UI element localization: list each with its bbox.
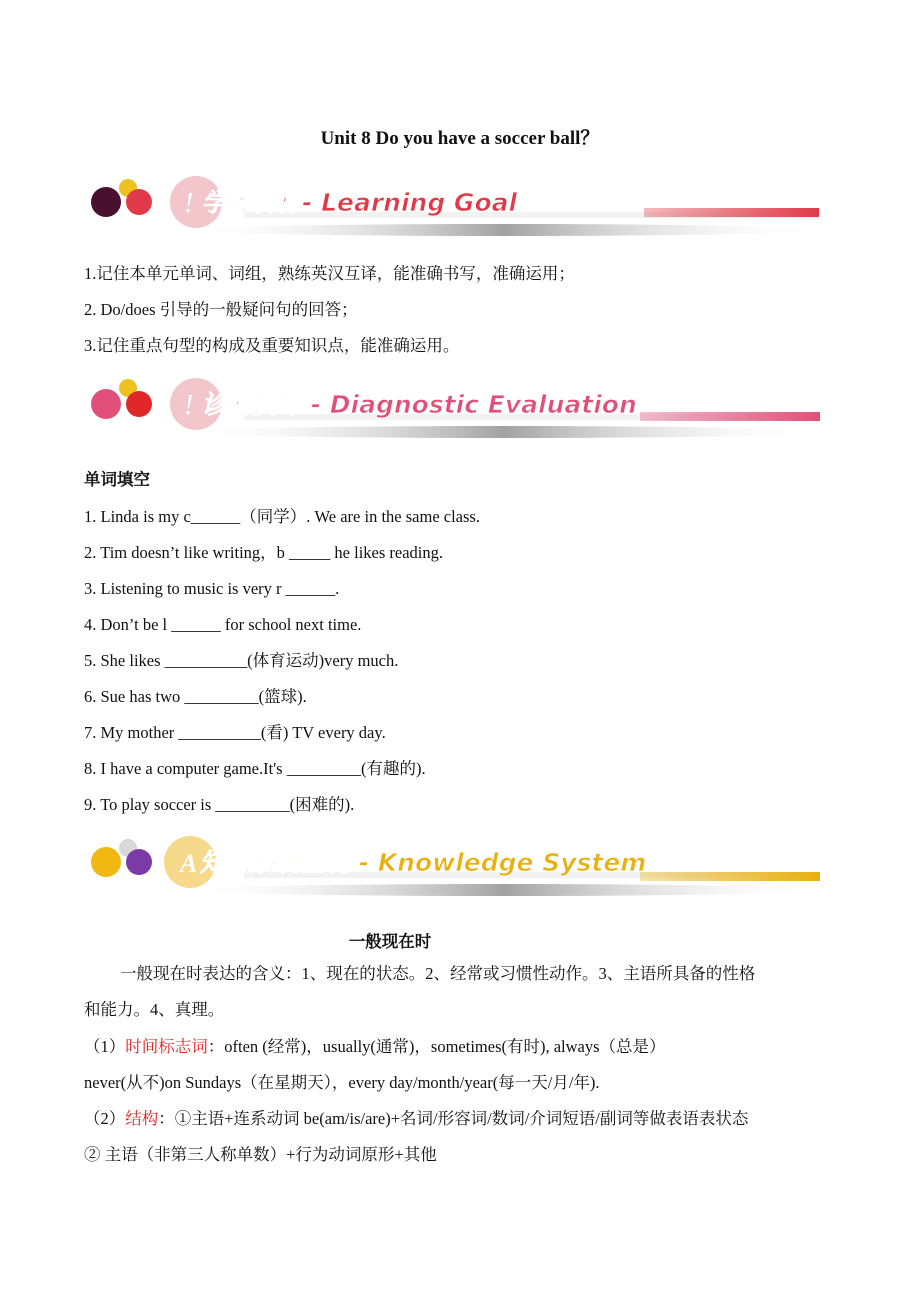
page-title: Unit 8 Do you have a soccer ball？ xyxy=(320,128,600,149)
learning-goal-label: 学习目标- Learning Goal xyxy=(202,188,518,217)
exercise-item: 3. Listening to music is very r ______. xyxy=(84,579,340,598)
svg-text:A: A xyxy=(180,849,198,878)
diagnostic-banner xyxy=(84,374,828,446)
time-markers-label: 时间标志词 xyxy=(125,1037,208,1056)
goal-1: 1.记住本单元单词、词组，熟练英汉互译，能准确书写，准确运用； xyxy=(84,264,575,283)
time-markers-line xyxy=(84,1036,666,1058)
exercise-item: 2. Tim doesn’t like writing，b _____ he likes reading. xyxy=(84,543,444,562)
structure-text: ：①主语+连系动词 be(am/is/are)+名词/形容词/数词/介词短语/副词等做表语表状态 xyxy=(158,1109,749,1128)
exercise-item: 1. Linda is my c______（同学）. We are in the same class. xyxy=(84,507,480,526)
learning-goal-banner xyxy=(84,172,828,244)
item-number: （2） xyxy=(84,1109,126,1128)
time-markers-continued: never(从不)on Sundays（在星期天），every day/month/year(每一天/月/年). xyxy=(84,1073,600,1092)
exercise-item: 6. Sue has two _________(篮球). xyxy=(84,687,307,706)
goal-2: 2. Do/does 引导的一般疑问句的回答； xyxy=(84,300,358,319)
intro-line-1: 一般现在时表达的含义：1、现在的状态。2、经常或习惯性动作。3、主语所具备的性格 xyxy=(120,964,756,983)
bubble-icon xyxy=(91,187,121,217)
structure-line-2: ② 主语（非第三人称单数）+行为动词原形+其他 xyxy=(84,1145,437,1164)
time-markers-text: ：often (经常)，usually(通常)，sometimes(有时), always（总是） xyxy=(207,1037,666,1056)
exercise-item: 5. She likes __________(体育运动)very much. xyxy=(84,651,399,670)
diagnostic-label: 诊断测评 - Diagnostic Evaluation xyxy=(202,390,637,419)
svg-text:!: ! xyxy=(184,390,194,421)
exercise-heading: 单词填空 xyxy=(84,470,150,489)
exercise-item: 8. I have a computer game.It's _________(有趣的). xyxy=(84,759,426,778)
exercise-item: 9. To play soccer is _________(困难的). xyxy=(84,795,355,814)
structure-label: 结构 xyxy=(125,1109,159,1128)
item-number: （1） xyxy=(84,1037,126,1056)
intro-line-2: 和能力。4、真理。 xyxy=(84,1000,225,1019)
svg-text:!: ! xyxy=(184,188,194,219)
knowledge-heading: 一般现在时 xyxy=(348,932,432,951)
exercise-item: 7. My mother __________(看) TV every day. xyxy=(84,723,386,742)
knowledge-label: 知识系统呈现 - Knowledge System xyxy=(200,848,647,877)
knowledge-banner xyxy=(84,832,828,904)
structure-line xyxy=(84,1108,748,1130)
goal-3: 3.记住重点句型的构成及重要知识点，能准确运用。 xyxy=(84,336,460,355)
exercise-item: 4. Don’t be l ______ for school next time. xyxy=(84,615,362,634)
